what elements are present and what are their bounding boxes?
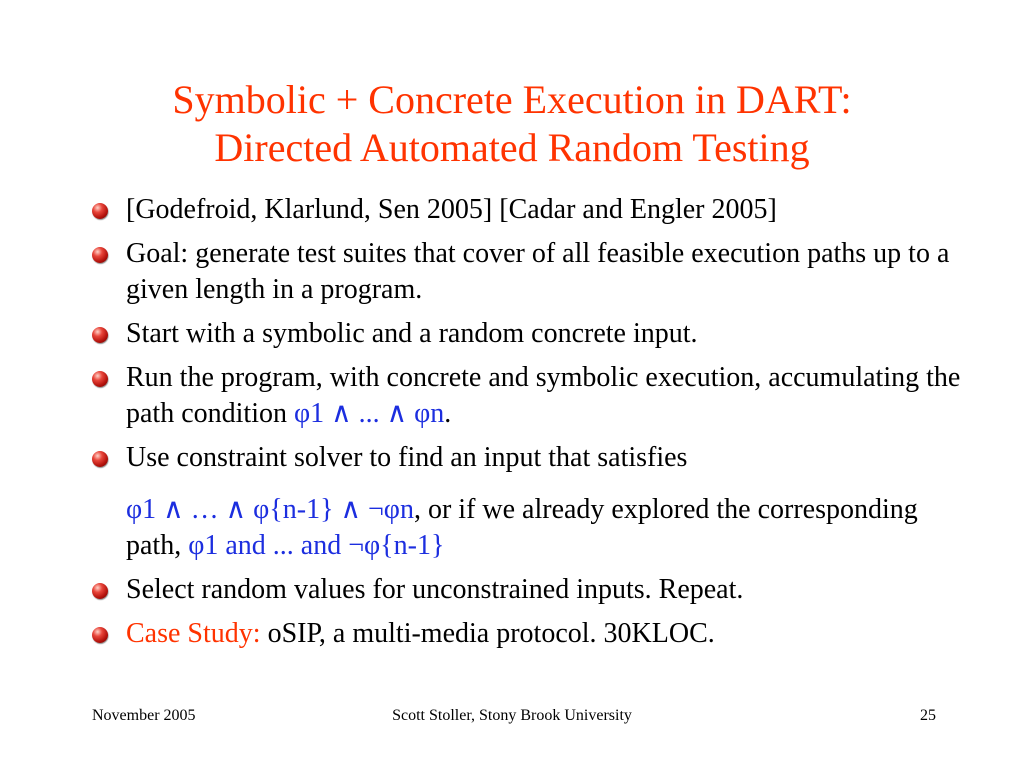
bullet-icon [92,451,108,467]
footer-author: Scott Stoller, Stony Brook University [392,707,632,724]
footer-date: November 2005 [92,707,196,724]
bullet-text: oSIP, a multi-media protocol. 30KLOC. [260,618,715,649]
bullet-list [92,192,972,660]
slide-title [0,76,1024,172]
title-line-1: Symbolic + Concrete Execution in DART: [172,77,852,122]
bullet-icon [92,371,108,387]
bullet-item-solver-continuation [92,492,972,564]
bullet-item-random-values [92,572,972,608]
bullet-text-end: . [444,398,452,429]
bullet-text: Start with a symbolic and a random concrete input. [126,318,698,349]
bullet-text: Select random values for unconstrained inputs. Repeat. [126,574,744,605]
bullet-icon [92,203,108,219]
bullet-text: [Godefroid, Klarlund, Sen 2005] [Cadar and Engler 2005] [126,194,777,225]
bullet-text: Goal: generate test suites that cover of all feasible execution paths up to a given length in a program. [126,238,950,305]
negated-condition-formula: φ1 ∧ … ∧ φ{n-1} ∧ ¬φn [126,494,414,525]
title-line-2: Directed Automated Random Testing [214,125,810,170]
bullet-icon [92,627,108,643]
bullet-text: Use constraint solver to find an input that satisfies [126,442,688,473]
bullet-item-case-study [92,616,972,652]
bullet-item-solver [92,440,972,476]
bullet-icon [92,327,108,343]
bullet-icon [92,583,108,599]
bullet-text: Run the program, with concrete and symbolic execution, accumulating the path condition [126,362,961,429]
footer-page-number: 25 [920,707,936,724]
bullet-item-references [92,192,972,228]
path-condition-formula: φ1 ∧ ... ∧ φn [293,398,445,429]
bullet-item-start [92,316,972,352]
alternate-condition-formula: φ1 and ... and ¬φ{n-1} [188,530,445,561]
bullet-item-goal [92,236,972,308]
continuation-text: , or if we already explored the corresponding path, [126,494,918,561]
bullet-item-run [92,360,972,432]
bullet-icon [92,247,108,263]
case-study-label: Case Study: [126,618,261,649]
